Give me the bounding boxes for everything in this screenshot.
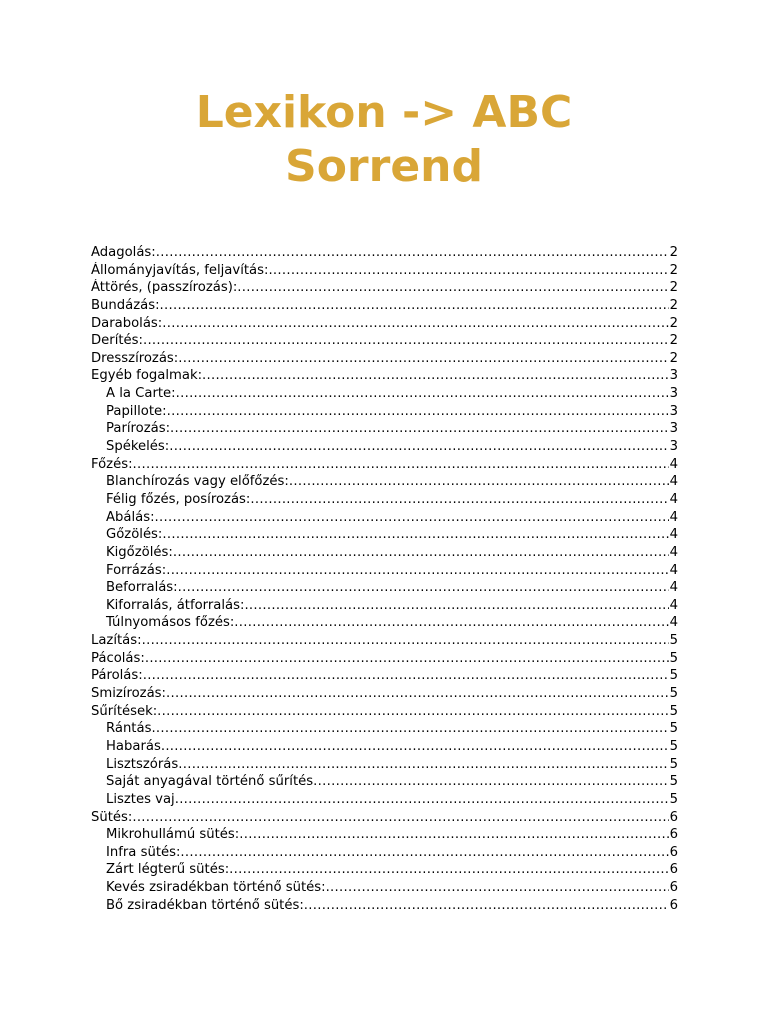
toc-dot-leader — [180, 844, 668, 862]
toc-entry-text: Túlnyomásos főzés: — [106, 615, 235, 631]
toc-dot-leader — [239, 826, 668, 844]
toc-page-number: 5 — [669, 738, 678, 754]
toc-entry-text: Beforralás: — [106, 580, 178, 596]
toc-entry[interactable] — [91, 509, 678, 527]
toc-entry-text: Mikrohullámú sütés: — [106, 827, 240, 843]
toc-page-number: 2 — [669, 315, 678, 331]
toc-page-number: 3 — [669, 421, 678, 437]
toc-page-number: 5 — [669, 703, 678, 719]
toc-entry-text: Pácolás: — [91, 650, 145, 666]
toc-entry[interactable] — [91, 403, 678, 421]
toc-page-number: 4 — [669, 580, 678, 596]
toc-dot-leader — [169, 438, 668, 456]
toc-dot-leader — [202, 367, 669, 385]
toc-entry[interactable] — [91, 738, 678, 756]
toc-entry[interactable] — [91, 861, 678, 879]
toc-entry-text: Lisztszórás — [106, 756, 179, 772]
title-line-2: Sorrend — [285, 141, 483, 192]
toc-entry-text: Bundázás: — [91, 297, 160, 313]
toc-entry-text: Kiforralás, átforralás: — [106, 597, 245, 613]
toc-page-number: 5 — [669, 791, 678, 807]
toc-dot-leader — [160, 297, 669, 315]
toc-page-number: 2 — [669, 350, 678, 366]
toc-page-number: 5 — [669, 721, 678, 737]
toc-entry[interactable] — [91, 544, 678, 562]
toc-entry[interactable] — [91, 367, 678, 385]
toc-entry[interactable] — [91, 315, 678, 333]
toc-entry-text: Papillote: — [106, 403, 167, 419]
toc-page-number: 4 — [669, 509, 678, 525]
toc-entry[interactable] — [91, 332, 678, 350]
toc-page-number: 2 — [669, 333, 678, 349]
toc-page-number: 5 — [669, 668, 678, 684]
toc-dot-leader — [244, 597, 668, 615]
toc-page-number: 3 — [669, 386, 678, 402]
toc-dot-leader — [162, 315, 668, 333]
toc-entry[interactable] — [91, 526, 678, 544]
toc-entry[interactable] — [91, 791, 678, 809]
toc-page-number: 5 — [669, 686, 678, 702]
toc-entry-text: Egyéb fogalmak: — [91, 368, 203, 384]
toc-dot-leader — [326, 879, 669, 897]
toc-page-number: 6 — [669, 827, 678, 843]
toc-page-number: 5 — [669, 633, 678, 649]
toc-entry[interactable] — [91, 244, 678, 262]
toc-entry-text: Blanchírozás vagy előfőzés: — [106, 474, 289, 490]
toc-entry-text: Lisztes vaj — [106, 791, 175, 807]
toc-dot-leader — [157, 703, 668, 721]
toc-page-number: 3 — [669, 403, 678, 419]
toc-entry-text: Sűrítések: — [91, 703, 158, 719]
toc-entry[interactable] — [91, 632, 678, 650]
toc-dot-leader — [166, 685, 669, 703]
toc-entry-text: Saját anyagával történő sűrítés — [106, 774, 314, 790]
toc-page-number: 6 — [669, 880, 678, 896]
toc-dot-leader — [229, 861, 668, 879]
toc-entry[interactable] — [91, 597, 678, 615]
toc-entry[interactable] — [91, 756, 678, 774]
toc-entry[interactable] — [91, 262, 678, 280]
toc-entry[interactable] — [91, 579, 678, 597]
toc-page-number: 6 — [669, 844, 678, 860]
toc-entry-text: Derítés: — [91, 333, 143, 349]
toc-dot-leader — [162, 526, 668, 544]
toc-entry[interactable] — [91, 809, 678, 827]
toc-dot-leader — [178, 756, 668, 774]
toc-dot-leader — [313, 773, 668, 791]
toc-entry[interactable] — [91, 667, 678, 685]
toc-entry[interactable] — [91, 420, 678, 438]
toc-dot-leader — [143, 667, 669, 685]
toc-entry-text: Parírozás: — [106, 421, 171, 437]
toc-entry[interactable] — [91, 279, 678, 297]
toc-entry-text: Lazítás: — [91, 633, 142, 649]
toc-entry[interactable] — [91, 685, 678, 703]
toc-entry-text: Félig főzés, posírozás: — [106, 491, 251, 507]
toc-page-number: 4 — [669, 474, 678, 490]
toc-entry[interactable] — [91, 350, 678, 368]
toc-entry[interactable] — [91, 562, 678, 580]
toc-entry[interactable] — [91, 385, 678, 403]
toc-page-number: 4 — [669, 491, 678, 507]
toc-entry[interactable] — [91, 297, 678, 315]
toc-entry-text: Párolás: — [91, 668, 143, 684]
toc-dot-leader — [155, 509, 669, 527]
toc-dot-leader — [178, 350, 668, 368]
toc-entry-text: Gőzölés: — [106, 527, 163, 543]
toc-entry[interactable] — [91, 650, 678, 668]
title-line-1: Lexikon -> ABC — [195, 87, 573, 138]
toc-entry-text: Spékelés: — [106, 439, 170, 455]
toc-dot-leader — [133, 456, 669, 474]
toc-dot-leader — [173, 544, 669, 562]
toc-entry-text: Áttörés, (passzírozás): — [91, 280, 238, 296]
toc-page-number: 6 — [669, 897, 678, 913]
toc-entry-text: Kigőzölés: — [106, 544, 173, 560]
toc-dot-leader — [178, 579, 669, 597]
toc-page-number: 5 — [669, 756, 678, 772]
toc-page-number: 4 — [669, 562, 678, 578]
toc-page-number: 3 — [669, 368, 678, 384]
toc-page-number: 4 — [669, 615, 678, 631]
toc-dot-leader — [151, 720, 668, 738]
toc-dot-leader — [268, 262, 668, 280]
toc-entry[interactable] — [91, 720, 678, 738]
toc-page-number: 2 — [669, 280, 678, 296]
toc-entry-text: Abálás: — [106, 509, 155, 525]
toc-entry-text: Forrázás: — [106, 562, 167, 578]
toc-entry-text: A la Carte: — [106, 386, 176, 402]
toc-page-number: 4 — [669, 597, 678, 613]
toc-page-number: 5 — [669, 774, 678, 790]
toc-entry-text: Állományjavítás, feljavítás: — [91, 262, 269, 278]
toc-dot-leader — [175, 791, 669, 809]
toc-page-number: 6 — [669, 862, 678, 878]
toc-dot-leader — [250, 491, 668, 509]
toc-dot-leader — [234, 614, 668, 632]
toc-page-number: 4 — [669, 456, 678, 472]
table-of-contents — [91, 244, 678, 914]
toc-entry[interactable] — [91, 826, 678, 844]
toc-page-number: 2 — [669, 297, 678, 313]
toc-dot-leader — [170, 420, 669, 438]
toc-entry-text: Bő zsiradékban történő sütés: — [106, 897, 304, 913]
toc-entry[interactable] — [91, 897, 678, 915]
toc-entry[interactable] — [91, 438, 678, 456]
toc-entry-text: Infra sütés: — [106, 844, 181, 860]
toc-dot-leader — [176, 385, 669, 403]
toc-page-number: 6 — [669, 809, 678, 825]
toc-entry-text: Dresszírozás: — [91, 350, 179, 366]
toc-entry-text: Zárt légterű sütés: — [106, 862, 230, 878]
toc-dot-leader — [143, 332, 669, 350]
toc-page-number: 3 — [669, 439, 678, 455]
toc-entry-text: Sütés: — [91, 809, 133, 825]
toc-dot-leader — [156, 244, 669, 262]
toc-dot-leader — [237, 279, 668, 297]
toc-dot-leader — [167, 403, 669, 421]
toc-entry[interactable] — [91, 473, 678, 491]
toc-page-number: 4 — [669, 544, 678, 560]
toc-entry[interactable] — [91, 456, 678, 474]
toc-dot-leader — [145, 650, 669, 668]
toc-entry[interactable] — [91, 773, 678, 791]
toc-page-number: 2 — [669, 262, 678, 278]
toc-page-number: 5 — [669, 650, 678, 666]
toc-dot-leader — [161, 738, 669, 756]
toc-entry[interactable] — [91, 879, 678, 897]
toc-entry[interactable] — [91, 844, 678, 862]
toc-entry[interactable] — [91, 703, 678, 721]
toc-entry-text: Adagolás: — [91, 245, 156, 260]
toc-entry[interactable] — [91, 614, 678, 632]
document-title — [0, 86, 768, 194]
toc-entry[interactable] — [91, 491, 678, 509]
toc-dot-leader — [304, 897, 669, 915]
toc-entry-text: Rántás — [106, 721, 152, 737]
toc-page-number: 4 — [669, 527, 678, 543]
toc-entry-text: Habarás — [106, 738, 161, 754]
toc-entry-text: Smizírozás: — [91, 686, 166, 702]
toc-dot-leader — [289, 473, 669, 491]
toc-dot-leader — [132, 809, 668, 827]
toc-dot-leader — [142, 632, 669, 650]
toc-entry-text: Kevés zsiradékban történő sütés: — [106, 880, 326, 896]
toc-entry-text: Darabolás: — [91, 315, 163, 331]
toc-dot-leader — [166, 562, 668, 580]
toc-page-number: 2 — [669, 245, 678, 260]
toc-entry-text: Főzés: — [91, 456, 133, 472]
